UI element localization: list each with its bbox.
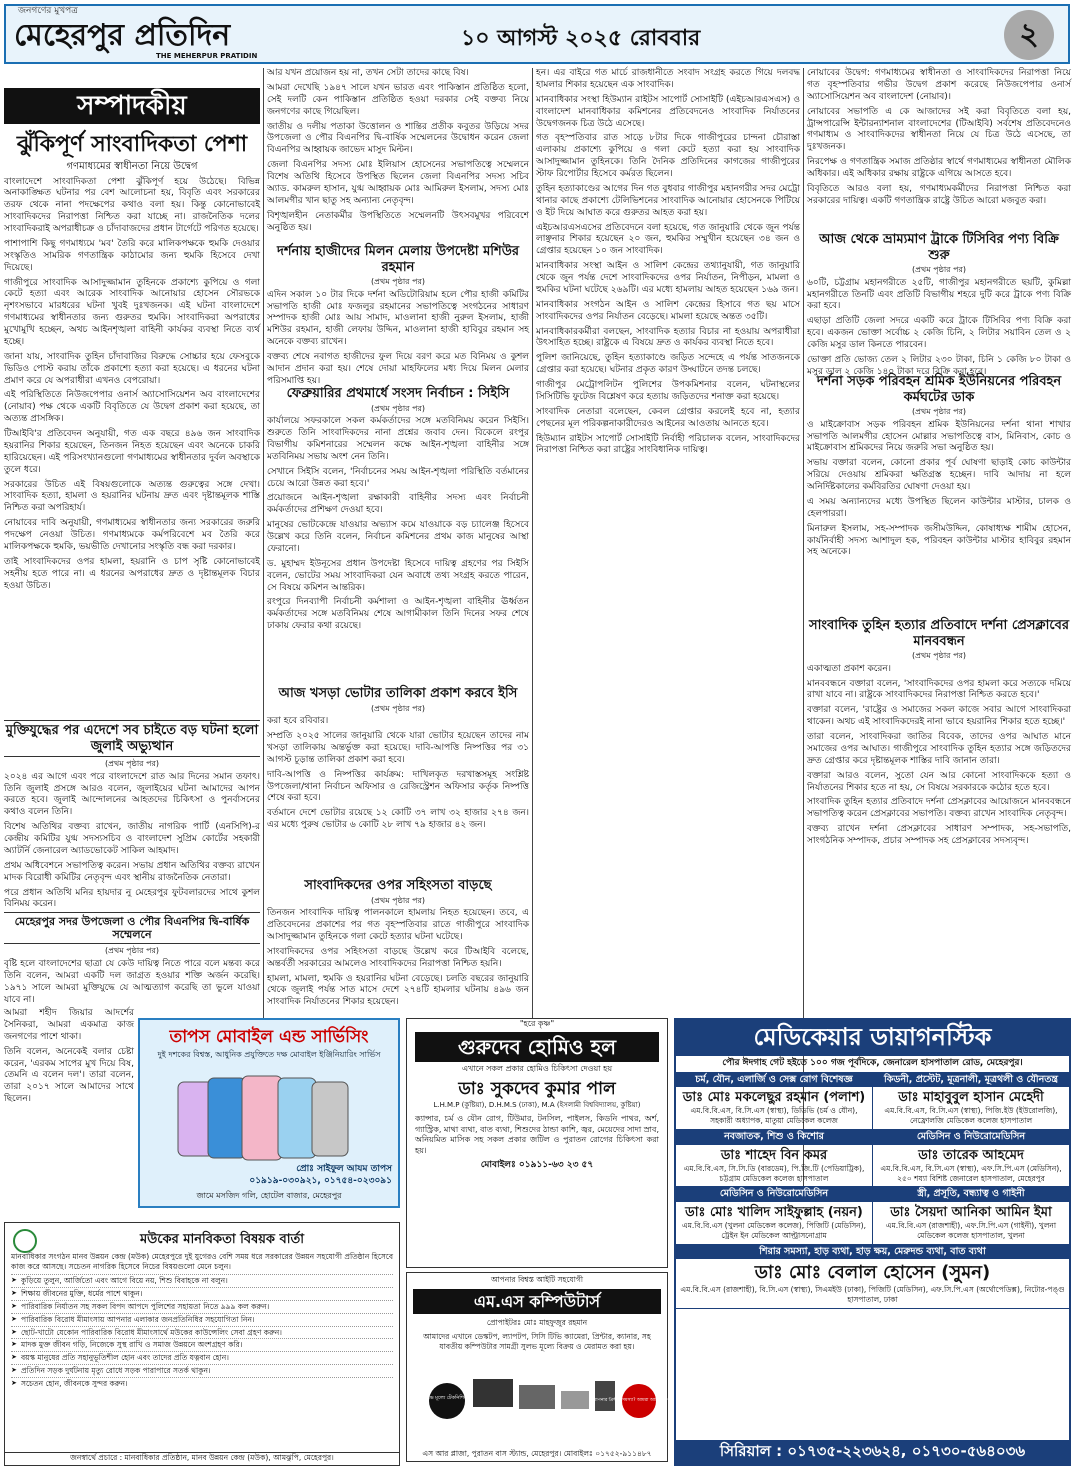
masthead [4, 4, 1070, 64]
doctor-card [676, 1130, 872, 1186]
list-item: ➤ পারিবারিক বিরোধ মীমাংসায় আপনার এলাকার জনপ্রতিনিধির সহযোগিতা নিন। [11, 1313, 393, 1326]
story-paragraph: হন। এর বাইরে গত মার্চে রাজধানীতে সংবাদ সংগ্রহ করতে গিয়ে দলবদ্ধ হামলার শিকার হয়েছেন এক সাংবাদিক। [536, 68, 800, 90]
continuation-note: (প্রথম পৃষ্ঠার পর) [911, 265, 967, 275]
doctor-card [676, 1187, 872, 1243]
list-item: ➤ পারিবারিক নির্যাতন সহ সকল বিপদ আপদে পুলিশের সহায়তা নিতে ৯৯৯ কল করুন। [11, 1300, 393, 1313]
doctor-degree: এম.বি.বি.এস, সি.সি.ডি (বারডেম), পি.জি.টি (পেডিয়াট্রিক), চট্টগ্রাম মেডিকেল কলেজ হাসপাতাল [683, 1163, 865, 1183]
column-four-top [807, 68, 1071, 226]
violence-story-title: সাংবাদিকদের ওপর সহিংসতা বাড়ছে [304, 878, 492, 893]
story-paragraph: মানুষের ভোটকেন্দ্রে যাওয়ার অভ্যাস কমে যাওয়াকে বড় চ্যালেঞ্জ হিসেবে উল্লেখ করে তিনি বলেন, নির্বাচন কমিশনের প্রথম কাজ মানুষের আস্থা ফেরানো। [267, 520, 529, 554]
tapos-ad-title: তাপস মোবাইল এন্ড সার্ভিসিং [169, 1027, 369, 1047]
editorial-title: ঝুঁকিপূর্ণ সাংবাদিকতা পেশা [16, 132, 248, 157]
doctor-row [676, 1073, 1069, 1130]
election-story-title: ফেব্রুয়ারির প্রথমার্ধে সংসদ নির্বাচন : সিইসি [286, 386, 510, 401]
story-paragraph: করা হবে রবিবার। [267, 716, 329, 727]
continuation-note: (প্রথম পৃষ্ঠার পর) [370, 277, 426, 287]
story-paragraph: মানবাধিকার সংস্থা হিউম্যান রাইটস সাপোর্ট সোসাইটি (এইচআরএসএস) ও বাংলাদেশ মানবাধিকার কমিশনের প্রতিবেদনেও সাংবাদিক নির্যাতনের উদ্বেগজনক চিত্র উঠে এসেছে। [536, 94, 800, 129]
editorial-paragraph: তাই সাংবাদিকদের ওপর হামলা, হয়রানি ও চাপ সৃষ্টি কোনোভাবেই সহনীয় হতে পারে না। এ ধরনের অপরাধের দ্রুত ও দৃষ্টান্তমূলক বিচার হওয়া উচিত। [4, 556, 260, 591]
continuation-note: (প্রথম পৃষ্ঠার পর) [370, 895, 426, 905]
story-paragraph: মানবাধিকার সংগঠন আইন ও সালিশ কেন্দ্রের হিসাবে গত ছয় মাসে সাংবাদিকদের ওপর নির্যাতন বেড়েছে। মামলা হয়েছে অন্তত ৩৫টি। [536, 299, 800, 322]
story-paragraph: জাতীয় ও দলীয় পতাকা উত্তোলন ও শান্তির প্রতীক কবুতর উড়িয়ে সদর উপজেলা ও পৌর বিএনপির দ্বি-বার্ষিক সম্মেলনের উদ্বোধন করেন জেলা বিএনপির আহ্বায়ক জাভেদ মাসুদ মিল্টন। [267, 121, 529, 156]
list-item: ➤ বয়স্ক মানুষের প্রতি সহানুভূতিশীল হোন এবং তাদের প্রতি যত্নবান হোন। [11, 1351, 393, 1364]
tapos-ad-contact [249, 1164, 392, 1188]
story-paragraph: সাংবাদিক তুহিন হত্যার প্রতিবাদে দর্শনা প্রেসক্লাবের আয়োজনে মানববন্ধনে সভাপতিত্ব করেন প্রেসক্লাবের সভাপতি। বক্তব্য রাখেন সাংবাদিক নেতৃবৃন্দ। [807, 797, 1071, 820]
doctor-name: ডাঃ মোঃ বেলাল হোসেন (সুমন) [754, 1262, 991, 1284]
story-paragraph: প্রথম অধিবেশনে সভাপতিত্ব করেন। সভায় প্রধান অতিথির বক্তব্য রাখেন মাদক বিরোধী কমিটির নেতৃবৃন্দ এবং স্থানীয় রাজনৈতিক নেতারা। [4, 860, 260, 883]
newspaper-english-name: THE MEHERPUR PRATIDIN [156, 52, 258, 60]
tapos-ad-address: জামে মসজিদ গলি, হোটেল বাজার, মেহেরপুর [196, 1191, 342, 1201]
sadar-story [4, 908, 260, 1006]
doctor-specialty: শিরার সমস্যা, হাড় ব্যথা, হাড় ক্ষয়, মেরুদন্ড ব্যথা, বাত ব্যথা [676, 1245, 1069, 1260]
doctor-degree: এম.বি.বি.এস (রাজশাহী), বি.সি.এস (স্বাস্থ্য), সিএমইউ (ঢাকা), পিজিটি (মেডিসিন), এফ.সি.পি.এস (অর্থোপেডিক্স), নিটোর-পঙ্গু হাসপাতাল, ঢাকা [680, 1285, 1065, 1305]
medicare-ad-address: পৌর ঈদগাহ গেট হইতে ১০০ গজ পূর্বদিকে, জেনারেল হাসপাতাল রোড, মেহেরপুর। [676, 1056, 1069, 1073]
editorial-paragraph: সরকারের উচিত এই বিষয়গুলোকে অত্যন্ত গুরুত্বের সঙ্গে দেখা। সাংবাদিক হত্যা, হামলা ও হয়রানির ঘটনায় দ্রুত এবং দৃষ্টান্তমূলক শাস্তি নিশ্চিত করা অপরিহার্য। [4, 479, 260, 514]
medicare-ad-title: মেডিকেয়ার ডায়াগনস্টিক [676, 1020, 1069, 1056]
doctor-card [872, 1073, 1069, 1129]
homeo-hall-ad [406, 1018, 668, 1268]
homeo-ad-name: গুরুদেব হোমিও হল [415, 1032, 659, 1062]
story-paragraph: তুহিন হত্যাকাণ্ডের আগের দিন গত বুধবার গাজীপুর মহানগরীর সদর মেট্রো থানার কাছে প্রকাশ্যে টেলিভিশনের সাংবাদিক আনোয়ার হোসেনকে পিটিয়ে ও ইট দিয়ে আঘাত করে গুরুতর আহত করা হয়। [536, 183, 800, 218]
doctor-name: ডাঃ মোঃ খালিদ সাইফুল্লাহ (নয়ন) [685, 1205, 863, 1221]
story-paragraph: তিনজন সাংবাদিক দায়িত্ব পালনকালে হামলায় নিহত হয়েছেন। তবে, এ প্রতিবেদনের প্রকাশের পর গত বৃহস্পতিবার রাতে গাজীপুরে সাংবাদিক আসাদুজ্জামান তুহিনকে গলা কেটে হত্যার ঘটনা ঘটেছে। [267, 908, 529, 942]
medicare-diagnostic-ad [674, 1018, 1071, 1466]
story-paragraph: সেখানে সিইসি বলেন, 'নির্বাচনের সময় আইন-শৃঙ্খলা পরিস্থিতি বর্তমানের চেয়ে আরো উন্নত করা হবে।' [267, 466, 529, 489]
story-paragraph: বিশৃঙ্খলহীন নেতাকর্মীর উপস্থিতিতে সম্মেলনটি উৎসবমুখর পরিবেশে অনুষ্ঠিত হয়। [267, 210, 529, 233]
story-paragraph: আমরা দেখেছি ১৯৪৭ সালে যখন ভারত এবং পাকিস্তান প্রতিষ্ঠিত হলো, সেই দলটি কেন পাকিস্তান প্রতিষ্ঠিত হওয়া দরকার সেই বক্তব্য নিয়ে জনগণের কাছে গিয়েছিল। [267, 82, 529, 117]
list-item: ➤ শিক্ষায় জীবনের মুক্তি, ধর্মের পাশে থাকুন। [11, 1287, 393, 1300]
doctor-degree: এম.বি.বি.এস, বি.সি.এস (স্বাস্থ্য), এফ.সি.পি.এস (মেডিসিন), ২৫০ শয্যা বিশিষ্ট জেনারেল হাসপাতাল, মেহেরপুর [880, 1163, 1062, 1183]
homeo-ad-body: ক্যান্সার, চর্ম ও যৌন রোগ, টিউমার, টনসিল, পাইলস, কিডনি পাথর, অর্শ, গ্যাস্ট্রিক, মাথা ব্যথা, বাত ব্যথা, শিশুদের ঠান্ডা কাশি, জ্বর, মেয়েদের সাদা স্রাব, অনিয়মিত মাসিক সহ সকল প্রকার জটিল ও পুরাতন রোগের চিকিৎসা করা হয়। [415, 1114, 659, 1155]
story-paragraph: বিশেষ অতিথির বক্তব্য রাখেন, জাতীয় নাগরিক পার্টি (এনসিপি)-র কেন্দ্রীয় কমিটির যুগ্ম সদস্যসচিব ও বাংলাদেশ সুপ্রিম কোর্টের সহকারী অ্যাটর্নি জেনারেল অ্যাডভোকেট সাকিল আহমাদ। [4, 822, 260, 856]
protest-story-title: সাংবাদিক তুহিন হত্যার প্রতিবাদে দর্শনা প্রেসক্লাবের মানববন্ধন [809, 618, 1069, 649]
mouk-ad-intro: মানবাধিকার সংগঠন মানব উন্নয়ন কেন্দ্র (মউক) মেহেরপুরে দুই যুগেরও বেশি সময় ধরে সরকারের উন্নয়ন সহযোগী প্রতিষ্ঠান হিসেবে কাজ করে আসছে। সচেতন নাগরিক হিসেবে নিচের বিষয়গুলো মেনে চলুন। [11, 1252, 393, 1272]
story-paragraph: এ সময় অন্যান্যদের মধ্যে উপস্থিত ছিলেন কাউন্টার মাস্টার, চালক ও হেলপাররা। [807, 496, 1071, 519]
tapos-mobile-ad [138, 1018, 400, 1208]
list-item: ➤ ছোট-খাটো যেকোন পারিবারিক বিরোধ মীমাংসার্থে মউকের কাউন্সেলিং সেবা গ্রহণ করুন। [11, 1326, 393, 1339]
story-paragraph: হিউম্যান রাইটস সাপোর্ট সোসাইটি নির্বাহী পরিচালক বলেন, সাংবাদিকদের নিরাপত্তা নিশ্চিত করা রাষ্ট্রের সাংবিধানিক দায়িত্ব। [536, 433, 800, 456]
list-item: ➤ কুড়িয়ে তুলুন, আর্জিতো এবং আগে বিয়ে নয়, শিশু বিবাহকে না বলুন। [11, 1274, 393, 1287]
editorial-paragraph: এই পরিস্থিতিতে নিউজপেপার ওনার্স অ্যাসোসিয়েশন অব বাংলাদেশের (নোয়াব) পক্ষ থেকে একটি বিবৃতিতে যে উদ্বেগ প্রকাশ করা হয়েছে, তা অত্যন্ত প্রাসঙ্গিক। [4, 390, 260, 425]
story-paragraph: পুলিশ জানিয়েছে, তুহিন হত্যাকাণ্ডে জড়িত সন্দেহে এ পর্যন্ত সাতজনকে গ্রেপ্তার করা হয়েছে। ঘটনার প্রকৃত কারণ উদ্ঘাটনে তদন্ত চলছে। [536, 353, 800, 376]
editorial-paragraph: গাজীপুরে সাংবাদিক আসাদুজ্জামান তুহিনকে প্রকাশ্যে কুপিয়ে ও গলা কেটে হত্যা এবং আরেক সাংবাদিক আনোয়ার হোসেন সৌরভকে নৃশংসভাবে মারধরের ঘটনা খুবই দুঃখজনক। এই ঘটনা বাংলাদেশে গণমাধ্যমের স্বাধীনতার জন্য গুরুতর হুমকি। সাংবাদিকরা অপরাধের মুখোমুখি হচ্ছেন, অথচ আইনশৃঙ্খলা বাহিনী কার্যকর ব্যবস্থা নিতে ব্যর্থ হচ্ছে। [4, 277, 260, 347]
story-paragraph: সাংবাদিকদের ওপর সহিংসতা বাড়ছে উল্লেখ করে টিআইবি বলেছে, অন্তর্বর্তী সরকারের আমলেও সাংবাদিকদের নিরাপত্তা নিশ্চিত হয়নি। [267, 946, 529, 969]
story-paragraph: নিরপেক্ষ ও গণতান্ত্রিক সমাজ প্রতিষ্ঠার স্বার্থে গণমাধ্যমের স্বাধীনতা মৌলিক অধিকার। এই অধিকার রক্ষায় রাষ্ট্রকে এগিয়ে আসতে হবে। [807, 157, 1071, 179]
doctor-degree: এম.বি.বি.এস, বি.সি.এস (স্বাস্থ্য), ডিডিভি (চর্ম ও যৌন), সহকারী অধ্যাপক, মাতুয়া মেডিকেল কলেজ [690, 1106, 858, 1126]
doctor-row [676, 1130, 1069, 1187]
doctor-degree: এম.বি.বি.এস (রাজশাহী), এফ.সি.পি.এস (গাইনী), খুলনা মেডিকেল কলেজ হাসপাতাল, খুলনা [885, 1221, 1057, 1241]
story-paragraph: গত বৃহস্পতিবার রাত সাড়ে ৮টার দিকে গাজীপুরের চান্দনা চৌরাস্তা এলাকায় প্রকাশ্যে কুপিয়ে ও গলা কেটে হত্যা করা হয় সাংবাদিক আসাদুজ্জামান তুহিনকে। তিনি দৈনিক প্রতিদিনের কাগজের গাজীপুরের স্টাফ রিপোর্টার হিসেবে কর্মরত ছিলেন। [536, 133, 800, 179]
smartphones-image [170, 1076, 370, 1166]
tcb-story [807, 228, 1071, 377]
story-paragraph: সভায় বক্তারা বলেন, কোনো প্রকার পূর্ব ঘোষণা ছাড়াই কোচ কাউন্টার সরিয়ে দেওয়ায় শ্রমিকরা ক্ষতিগ্রস্ত হচ্ছেন। দাবি আদায় না হলে অনির্দিষ্টকালের কর্মবিরতির ঘোষণা দেওয়া হয়। [807, 458, 1071, 493]
doctor-name: ডাঃ সৈয়দা আনিকা আমিন ইমা [890, 1205, 1052, 1221]
story-paragraph: সম্প্রতি ২০২৫ সালের জানুয়ারি থেকে যারা ভোটার হয়েছেন তাদের নাম খসড়া তালিকায় অন্তর্ভুক্ত করা হয়েছে। দাবি-আপত্তি নিষ্পত্তির পর ৩১ আগস্ট চূড়ান্ত তালিকা প্রকাশ করা হবে। [267, 731, 529, 765]
ms-ad-footer: এস আর প্লাজা, পুরাতন বাস স্ট্যান্ড, মেহেরপুর। মোবাইলঃ ০১৭৫২-৯১১৪৮৭ [422, 1449, 652, 1459]
continuation-note: (প্রথম পৃষ্ঠার পর) [104, 946, 160, 956]
continuation-note: (প্রথম পৃষ্ঠার পর) [911, 651, 967, 661]
story-paragraph: রংপুরে দিনব্যাপী নির্বাচনী কর্মশালা ও আইন-শৃঙ্খলা বাহিনীর ঊর্ধ্বতন কর্মকর্তাদের সঙ্গে মতবিনিময় শেষে আগামীকাল তিনি দিনের সফর শেষে ঢাকায় ফেরার কথা রয়েছে। [267, 597, 529, 632]
doctor-specialty: মেডিসিন ও নিউরোমেডিসিন [676, 1187, 872, 1202]
doctor-card [872, 1187, 1069, 1243]
tcb-story-title: আজ থেকে ভ্রাম্যমাণ ট্রাকে টিসিবির পণ্য বিক্রি শুরু [819, 232, 1059, 263]
story-paragraph: বৃষ্টি হলে বাংলাদেশের ছাত্রা যে কেউ দায়িত্ব নিতে পারে বলে মন্তব্য করে তিনি বলেন, আমরা একটি দল জাগ্রত হওয়ার শক্তি অর্জন করেছি। ১৯৭১ সালে আমরা মুক্তিযুদ্ধে যে আত্মত্যাগ করেছি তা ভুলে যাওয়া যাবে না। [4, 958, 260, 1005]
editorial-paragraph: নোয়াবের দাবি অনুযায়ী, গণমাধ্যমের স্বাধীনতার জন্য সরকারের জরুরি পদক্ষেপ নেওয়া উচিত। গণমাধ্যমকে কর্মপরিবেশে মব তৈরি করে মালিকপক্ষকে হুমকি, ভয়ভীতি দেখানোর সংস্কৃতি বন্ধ করা দরকার। [4, 518, 260, 552]
story-paragraph: হামলা, মামলা, হুমকি ও হয়রানির ঘটনা বেড়েছে। চলতি বছরের জানুয়ারি থেকে জুলাই পর্যন্ত সাত মাসে দেশে ২৭৪টি হামলার ঘটনায় ৪৯৬ জন সাংবাদিক নির্যাতনের শিকার হয়েছেন। [267, 973, 529, 1008]
continuation-note: (প্রথম পৃষ্ঠার পর) [370, 403, 426, 413]
story-paragraph: জেলা বিএনপির সদস্য মোঃ ইলিয়াস হোসেনের সভাপতিত্বে সম্মেলনে বিশেষ অতিথি হিসেবে উপস্থিত ছিলেন জেলা বিএনপির সদস্য সচিব অ্যাড. কামরুল হাসান, যুগ্ম আহ্বায়ক মোঃ আমিরুল ইসলাম, সদস্য মোঃ আলমগীর খান ছাতু সহ অন্যান্য নেতৃবৃন্দ। [267, 160, 529, 206]
tapos-ad-phone: ০১৯১৯-০৩০৯২১, ০১৭৫৪-০২৩০৯১ [249, 1176, 392, 1187]
story-paragraph: মানবাধিকারকর্মীরা বলছেন, সাংবাদিক হত্যার বিচার না হওয়ায় অপরাধীরা উৎসাহিত হচ্ছে। রাষ্ট্রকে এ বিষয়ে দ্রুত ও কার্যকর ব্যবস্থা নিতে হবে। [536, 326, 800, 349]
editorial-paragraph: টিআইবি'র প্রতিবেদন অনুযায়ী, গত এক বছরে ৪৯৬ জন সাংবাদিক হয়রানির শিকার হয়েছেন, তিনজন নিহত হয়েছেন এবং অনেকে চাকরি হারিয়েছেন। এই পরিসংখ্যানগুলো গণমাধ্যমের স্বাধীনতার দুর্বল অবস্থাকে তুলে ধরে। [4, 429, 260, 475]
doctor-card [872, 1130, 1069, 1186]
computer-devices-image [422, 1371, 686, 1431]
story-paragraph: বক্তব্য শেষে নবাগত হাজীদের ফুল দিয়ে বরণ করে মত বিনিময় ও কুশল আদান প্রদান করা হয়। শেষে দোয়া মাহফিলের মধ্য দিয়ে মিলন মেলার পরিসমাপ্তি হয়। [267, 352, 529, 386]
doctor-specialty: নবজাতক, শিশু ও কিশোর [676, 1130, 872, 1145]
sadar-story-continued [4, 1008, 134, 1218]
story-paragraph: ও মাইক্রোবাস সড়ক পরিবহন শ্রমিক ইউনিয়নের দর্শনা থানা শাখার সভাপতি আলমগীর হোসেন মোল্লার সভাপতিত্বে বাস, মিনিবাস, কোচ ও মাইক্রোবাস শ্রমিকদের নিয়ে জরুরি সভা অনুষ্ঠিত হয়। [807, 419, 1071, 454]
story-paragraph: ২০২৪ এর আগে এবং পরে বাংলাদেশে রাত আর দিনের সমান তফাৎ। তিনি জুলাই প্রসঙ্গে আরও বলেন, জুলাইয়ের ঘটনা আমাদের আপন করতে হবে। জুলাই আন্দোলনের আহতদের চিকিৎসা ও পুনর্বাসনের কথাও বলেন তিনি। [4, 771, 260, 818]
doctor-card [676, 1073, 872, 1129]
mouk-ad-list [5, 1274, 399, 1390]
story-paragraph: বক্তব্য রাখেন দর্শনা প্রেসক্লাবের সাধারণ সম্পাদক, সহ-সভাপতি, সাংগঠনিক সম্পাদক, প্রচার সম্পাদক সহ প্রেসক্লাবের সদস্যবৃন্দ। [807, 824, 1071, 847]
homeo-ad-degree: L.H.M.P (কুষ্টিয়া), D.H.M.S (ঢাকা), M.A (ইসলামী বিশ্ববিদ্যালয়, কুষ্টিয়া) [433, 1100, 641, 1109]
story-paragraph: তারা বলেন, সাংবাদিকরা জাতির বিবেক, তাদের ওপর আঘাত মানে সমাজের ওপর আঘাত। গাজীপুরে সাংবাদিক তুহিন হত্যার সঙ্গে জড়িতদের দ্রুত গ্রেপ্তার করে দৃষ্টান্তমূলক শাস্তির দাবি জানান তারা। [807, 732, 1071, 766]
homeo-ad-tagline: এখানে সকল প্রকার হোমিও চিকিৎসা দেওয়া হয় [461, 1063, 613, 1073]
doctor-specialty: স্ত্রী, প্রসূতি, বন্ধ্যাত্ব ও গাইনী [873, 1187, 1069, 1202]
editorial-paragraph: জানা যায়, সাংবাদিক তুহিন চাঁদাবাজির বিরুদ্ধে সোচ্চার হয়ে ফেসবুকে ভিডিও পোস্ট করায় তাঁকে প্রকাশ্যে হত্যা করা হয়েছে। এ ধরনের ঘটনা প্রমাণ করে যে অপরাধীরা এখনও বেপরোয়া। [4, 351, 260, 386]
doctor-row [676, 1187, 1069, 1244]
story-paragraph: এছাড়া প্রতিটি জেলা সদরে একটি করে ট্রাকে টিসিবির পণ্য বিক্রি করা হবে। একজন ভোক্তা সর্বোচ্চ ২ কেজি চিনি, ২ লিটার সয়াবিন তেল ও ২ কেজি মসুর ডাল কিনতে পারবেন। [807, 316, 1071, 351]
story-paragraph: ভোক্তা প্রতি ভোজ্য তেল ২ লিটার ২৩০ টাকা, চিনি ১ কেজি ৮০ টাকা ও মসুর ডাল ২ কেজি ১৪০ টাকা দরে বিক্রি করা হবে। [807, 354, 1071, 377]
story-paragraph: আমরা শহীদ জিয়ার আদর্শের সৈনিকরা, আমরা একমাত্র কাজ জনগণের পাশে থাকা। [4, 1008, 134, 1042]
doctor-specialty: কিডনী, প্রস্টেট, মূত্রনালী, মূত্রথলী ও যৌনতন্ত্র [873, 1073, 1069, 1088]
doctor-card [676, 1245, 1069, 1308]
darshana-fair-story [267, 240, 529, 386]
homeo-ad-header: "হরে কৃষ্ণ" [519, 1019, 555, 1028]
story-paragraph: মানবাধিকার সংস্থা আইন ও সালিশ কেন্দ্রের তথ্যানুযায়ী, গত জানুয়ারি থেকে জুন পর্যন্ত দেশে সাংবাদিকদের ওপর নির্যাতন, নিপীড়ন, মামলা ও হুমকির ঘটনা ঘটেছে ২৬৯টি। এর মধ্যে হামলায় আহত হয়েছেন ১৬৯ জন। [536, 261, 800, 295]
homeo-ad-phone: মোবাইলঃ ০১৯১১-৬৩ ২৩ ৫৭ [480, 1160, 594, 1171]
mouk-ad-title: মউকের মানবিকতা বিষয়ক বার্তা [139, 1232, 305, 1247]
story-paragraph: ৬০টি, চট্টগ্রাম মহানগরীতে ২৫টি, গাজীপুর মহানগরীতে ছয়টি, কুমিল্লা মহানগরীতে তিনটি এবং প্রতিটি বিভাগীয় শহরে দুটি করে ট্রাকে পণ্য বিক্রি করা হবে। [807, 277, 1071, 312]
continuation-note: (প্রথম পৃষ্ঠার পর) [104, 759, 160, 769]
page-number-badge: ২ [1004, 10, 1054, 60]
doctor-name: ডাঃ তারেক আহমেদ [918, 1147, 1024, 1163]
list-item: ➤ প্রতিদিন সড়ক দুর্ঘটনায় মৃত্যু রোধে সড়ক পারাপারে সতর্ক থাকুন। [11, 1364, 393, 1377]
story-paragraph: সাংবাদিক নেতারা বলেছেন, কেবল গ্রেপ্তার করলেই হবে না, হত্যার পেছনের মূল পরিকল্পনাকারীদেরও আইনের আওতায় আনতে হবে। [536, 406, 800, 429]
story-paragraph: মিনারুল ইসলাম, সহ-সম্পাদক জসীমউদ্দিন, কোষাধ্যক্ষ শামীম হোসেন, কার্যনির্বাহী সদস্য আশাদুল হক, পরিবহন কাউন্টার মাস্টার হাবিবুর রহমান সহ অনেকে। [807, 523, 1071, 558]
story-paragraph: নোয়াবের সভাপতি এ কে আজাদের সই করা বিবৃতিতে বলা হয়, ট্রান্সপারেন্সি ইন্টারন্যাশনাল বাংলাদেশের (টিআইবি) সর্বশেষ প্রতিবেদনেও গণমাধ্যম ও সাংবাদিকদের স্বাধীনতা নিয়ে যে চিত্র উঠে এসেছে, তা দুঃখজনক। [807, 106, 1071, 153]
column-two-top [267, 68, 529, 238]
homeo-ad-doctor: ডাঃ সুকদেব কুমার পাল [458, 1079, 616, 1100]
story-paragraph: মানববন্ধনে বক্তারা বলেন, 'সাংবাদিকদের ওপর হামলা করে সত্যকে দমিয়ে রাখা যাবে না। রাষ্ট্রকে সাংবাদিকদের নিরাপত্তা নিশ্চিত করতে হবে।' [807, 678, 1071, 701]
ms-ad-header: আপনার বিশ্বস্ত আইটি সহযোগী [490, 1275, 584, 1284]
story-paragraph: প্রয়োজনে আইন-শৃঙ্খলা রক্ষাকারী বাহিনীর সদস্য এবং নির্বাচনী কর্মকর্তাদের প্রশিক্ষণ দেওয়া হবে। [267, 493, 529, 516]
doctor-name: ডাঃ মাহাবুবুল হাসান মেহেদী [898, 1090, 1044, 1106]
ms-ad-name: এম.এস কম্পিউটার্স [413, 1289, 661, 1314]
story-paragraph: বর্তমানে দেশে ভোটার রয়েছে ১২ কোটি ৩৭ লাখ ৩২ হাজার ২৭৪ জন। এর মধ্যে পুরুষ ভোটার ৬ কোটি ২৮ লাখ ৭৯ হাজার ৪২ জন। [267, 808, 529, 831]
editorial-kicker: গণমাধ্যমের স্বাধীনতা নিয়ে উদ্বেগ [66, 161, 198, 173]
darshana-road-story [807, 370, 1071, 610]
editorial-paragraph: পাশাপাশি কিছু গণমাধ্যমে 'মব' তৈরি করে মালিকপক্ষকে হুমকি দেওয়ার সংস্কৃতিও সামরিক গণতান্ত্রিক কাঠামোর জন্য হুমকি হিসেবে দেখা দিয়েছে। [4, 238, 260, 273]
story-paragraph: ড. মুহাম্মদ ইউনূসের প্রধান উপদেষ্টা হিসেবে দায়িত্ব গ্রহণের পর সিইসি বলেন, ভোটের সময় সাংবাদিকরা যেন অবাধে তথ্য সংগ্রহ করতে পারেন, সে বিষয়ে কমিশন আন্তরিক। [267, 558, 529, 593]
story-paragraph: আর যখন প্রয়োজন হয় না, তখন সেটা তাদের কাছে বিষ। [267, 68, 469, 78]
issue-date: ১০ আগস্ট ২০২৫ রোববার [461, 26, 701, 51]
story-paragraph: তিনি বলেন, অনেকেই বলার চেষ্টা করেন, 'এরকম সাপের মুখ দিয়ে বিষ, তেমনি এ বলেন দল'। তারা বলেন, তারা ২০১৭ সালে আমাদের সাথে ছিলেন। [4, 1046, 134, 1105]
editorial-column [4, 128, 260, 713]
continuation-note: (প্রথম পৃষ্ঠার পর) [911, 407, 967, 417]
sadar-story-title: মেহেরপুর সদর উপজেলা ও পৌর বিএনপির দ্বি-বার্ষিক সম্মেলনে [4, 912, 260, 944]
story-paragraph: দাবি-আপত্তি ও নিষ্পত্তির কার্যক্রম: দাখিলকৃত দরখাস্তসমূহ সংশ্লিষ্ট উপজেলা/থানা নির্বাচন অফিসার ও রেজিস্ট্রেশন অফিসার কর্তৃক নিষ্পত্তি শেষে করা হবে। [267, 769, 529, 804]
masthead-tagline: জনগণের মুখপত্র [18, 6, 78, 16]
doctor-name: ডাঃ শাহেদ বিন কমর [720, 1147, 828, 1163]
voter-list-story [267, 682, 529, 872]
medicare-serial-phone: সিরিয়াল : ০১৭৩৫-২২৩৬২৪, ০১৭৩০-৫৬৪০৩৬ [676, 1440, 1069, 1464]
ms-ad-badge-2: আপনার প্রিন্টার সমস্যা? আমরা আছি আপনার পাশে [592, 1398, 686, 1403]
doctor-specialty: মেডিসিন ও নিউরোমেডিসিন [873, 1130, 1069, 1145]
continuation-note: (প্রথম পৃষ্ঠার পর) [370, 703, 426, 713]
ms-ad-body: আমাদের এখানে ডেস্কটপ, ল্যাপটপ, সিসি টিভি ক্যামেরা, প্রিন্টার, ক্যানার, সহ যাবতীয় কম্পিউটার সামগ্রী সুলভ মূল্যে বিক্রয় ও মেরামত করা হয়। [423, 1331, 651, 1351]
story-paragraph: এইচআরএসএসের প্রতিবেদনে বলা হয়েছে, গত জানুয়ারি থেকে জুন পর্যন্ত লাঞ্ছনার শিকার হয়েছেন ২০ জন, হুমকির সম্মুখীন হয়েছেন ৩৪ জন ও গ্রেপ্তার হয়েছেন ১০ জন সাংবাদিক। [536, 222, 800, 257]
newspaper-name: মেহেরপুর প্রতিদিন [14, 18, 231, 53]
violence-story [267, 874, 529, 1014]
doctor-row [676, 1245, 1069, 1309]
doctor-degree: এম.বি.বি.এস, বি.সি.এস (স্বাস্থ্য), পিজি.ইউ (ইউরোলজি), নেফ্রোলজি মেডিকেল কলেজ হাসপাতাল [884, 1106, 1058, 1126]
darshana-fair-title: দর্শনায় হাজীদের মিলন মেলায় উপদেষ্টা মশিউর রহমান [277, 244, 519, 275]
editorial-section-banner: সম্পাদকীয় [4, 88, 260, 124]
editorial-paragraph: বাংলাদেশে সাংবাদিকতা পেশা ঝুঁকিপূর্ণ হয়ে উঠেছে। বিভিন্ন অনাকাঙ্ক্ষিত ঘটনার পর বেশ আলোচনা হয়, বিবৃতি এবং সরকারের তরফ থেকে নানা পদক্ষেপের কথাও বলা হয়। কিন্তু কোনোভাবেই সাংবাদিকদের নিরাপত্তা নিশ্চিত করা যাচ্ছে না। রাজনৈতিক দলের সাংবাদিকরাই অপরাধীচক্র ও চাঁদাবাজদের প্রধান টার্গেটে পরিণত হয়েছে। [4, 176, 260, 235]
story-paragraph: কার্যালয়ে সফরকালে সকল কর্মকর্তাদের সঙ্গে মতবিনিময় করেন সিইসি। শুরুতে তিনি সাংবাদিকদের নানা প্রশ্নের জবাব দেন। বিকেলে রংপুর বিভাগীয় কমিশনারের সম্মেলন কক্ষে আইন-শৃঙ্খলা বাহিনীর সঙ্গে মতবিনিময় সভায় অংশ নেন তিনি। [267, 416, 529, 462]
doctor-name: ডাঃ মোঃ মকলেছুর রহমান (পলাশ) [682, 1090, 866, 1106]
story-paragraph: বিবৃতিতে আরও বলা হয়, গণমাধ্যমকর্মীদের নিরাপত্তা নিশ্চিত করা সরকারের দায়িত্ব। একটি গণতান্ত্রিক রাষ্ট্রে উচিত আরো মজবুত করা। [807, 183, 1071, 206]
ms-ad-proprietor: প্রোপাইটরঃ মোঃ মাহফুজুর রহমান [486, 1318, 588, 1327]
doctor-specialty: চর্ম, যৌন, এলার্জি ও সেক্স রোগ বিশেষজ্ঞ [676, 1073, 872, 1088]
tapos-ad-subtitle: দুই দশকের বিশ্বস্ত, আধুনিক প্রযুক্তিতে দক্ষ মোবাইল ইঞ্জিনিয়ারিং সার্ভিস [157, 1050, 381, 1060]
darshana-road-title: দর্শনা সড়ক পরিবহন শ্রমিক ইউনিয়নের পরিবহন কর্মঘটের ডাক [816, 374, 1062, 405]
doctor-degree: এম.বি.বি.এস (খুলনা মেডিকেল কলেজ), পিজিটি (মেডিসিন), ট্রেইন ইন মেডিকেল আল্ট্রাসনোগ্রাম [682, 1221, 866, 1241]
protest-story [807, 614, 1071, 1012]
story-paragraph: বক্তারা আরও বলেন, সুতো যেন আর কোনো সাংবাদিককে হত্যা ও নির্যাতনের শিকার হতে না হয়, সে বিষয়ে সরকারকে কঠোর হতে হবে। [807, 770, 1071, 793]
story-paragraph: একাত্মতা প্রকাশ করেন। [807, 663, 891, 674]
tapos-ad-owner: প্রোঃ সাইফুল আযম তাপস [296, 1164, 392, 1175]
mouk-ad-footer: জনস্বার্থে প্রচারে : মানবাধিকার প্রতিষ্ঠান, মানব উন্নয়ন কেন্দ্র (মউক), আমঝুপি, মেহেরপুর। [5, 1452, 399, 1463]
voter-list-title: আজ খসড়া ভোটার তালিকা প্রকাশ করবে ইসি [278, 686, 518, 701]
list-item: ➤ সচেতন হোন, জীবনকে সুন্দর করুন। [11, 1377, 393, 1390]
july-story-title: মুক্তিযুদ্ধের পর এদেশে সব চাইতে বড় ঘটনা হলো জুলাই অভ্যুত্থান [4, 720, 260, 757]
mouk-logo [13, 1229, 37, 1253]
ms-computers-ad [406, 1272, 686, 1462]
story-paragraph: নোয়াবের উদ্বেগ: গণমাধ্যমের স্বাধীনতা ও সাংবাদিকদের নিরাপত্তা নিয়ে গত বৃহস্পতিবার গভীর উদ্বেগ প্রকাশ করেছে নিউজপেপার ওনার্স অ্যাসোসিয়েশন অব বাংলাদেশ (নোয়াব)। [807, 68, 1071, 102]
story-paragraph: বক্তারা বলেন, 'রাষ্ট্রের ও সমাজের সকল কাজে সবার আগে সাংবাদিকরা থাকেন। অথচ এই সাংবাদিকদেরই নানা ভাবে হয়রানির শিকার হতে হচ্ছে।' [807, 705, 1071, 728]
list-item: ➤ মাদক মুক্ত জীবন গড়ি, নিজেকে সুস্থ রাখি ও সমাজ উন্নয়নে অংশগ্রহণ করি। [11, 1338, 393, 1351]
july-story [4, 716, 260, 910]
story-paragraph: পরে প্রধান অতিথি মনির হায়দার নু মেহেরপুর ফুটবলারদের সাথে কুশল বিনিময় করেন। [4, 887, 260, 910]
story-paragraph: এদিন সকাল ১০ টার দিকে দর্শনা অডিটোরিয়াম হলে পৌর হাজী কমিটির সভাপতি হাজী মোঃ ফজলুর রহমানের সভাপতিত্বে সংগঠনের সাধারণ সম্পাদক হাজী মোঃ আয় সামাদ, মাওলানা হাজী নুরুল ইসলাম, হাজী মশিউর রহমান, হাজী লেফায় উদ্দিন, মাওলানা হাজী হাবিবুর রহমান সহ অনেকে বক্তব্য রাখেন। [267, 289, 529, 348]
ms-ad-badge-1: সুলভ মূল্যে টেকনিশিয়ান [422, 1395, 472, 1401]
story-paragraph: গাজীপুর মেট্রোপলিটন পুলিশের উপকমিশনার বলেন, ঘটনাস্থলের সিসিটিভি ফুটেজ বিশ্লেষণ করে হত্যায় জড়িতদের শনাক্ত করা হয়েছে। [536, 380, 800, 402]
column-three-story [536, 68, 800, 1012]
election-story [267, 382, 529, 678]
mouk-message-ad [4, 1222, 400, 1466]
